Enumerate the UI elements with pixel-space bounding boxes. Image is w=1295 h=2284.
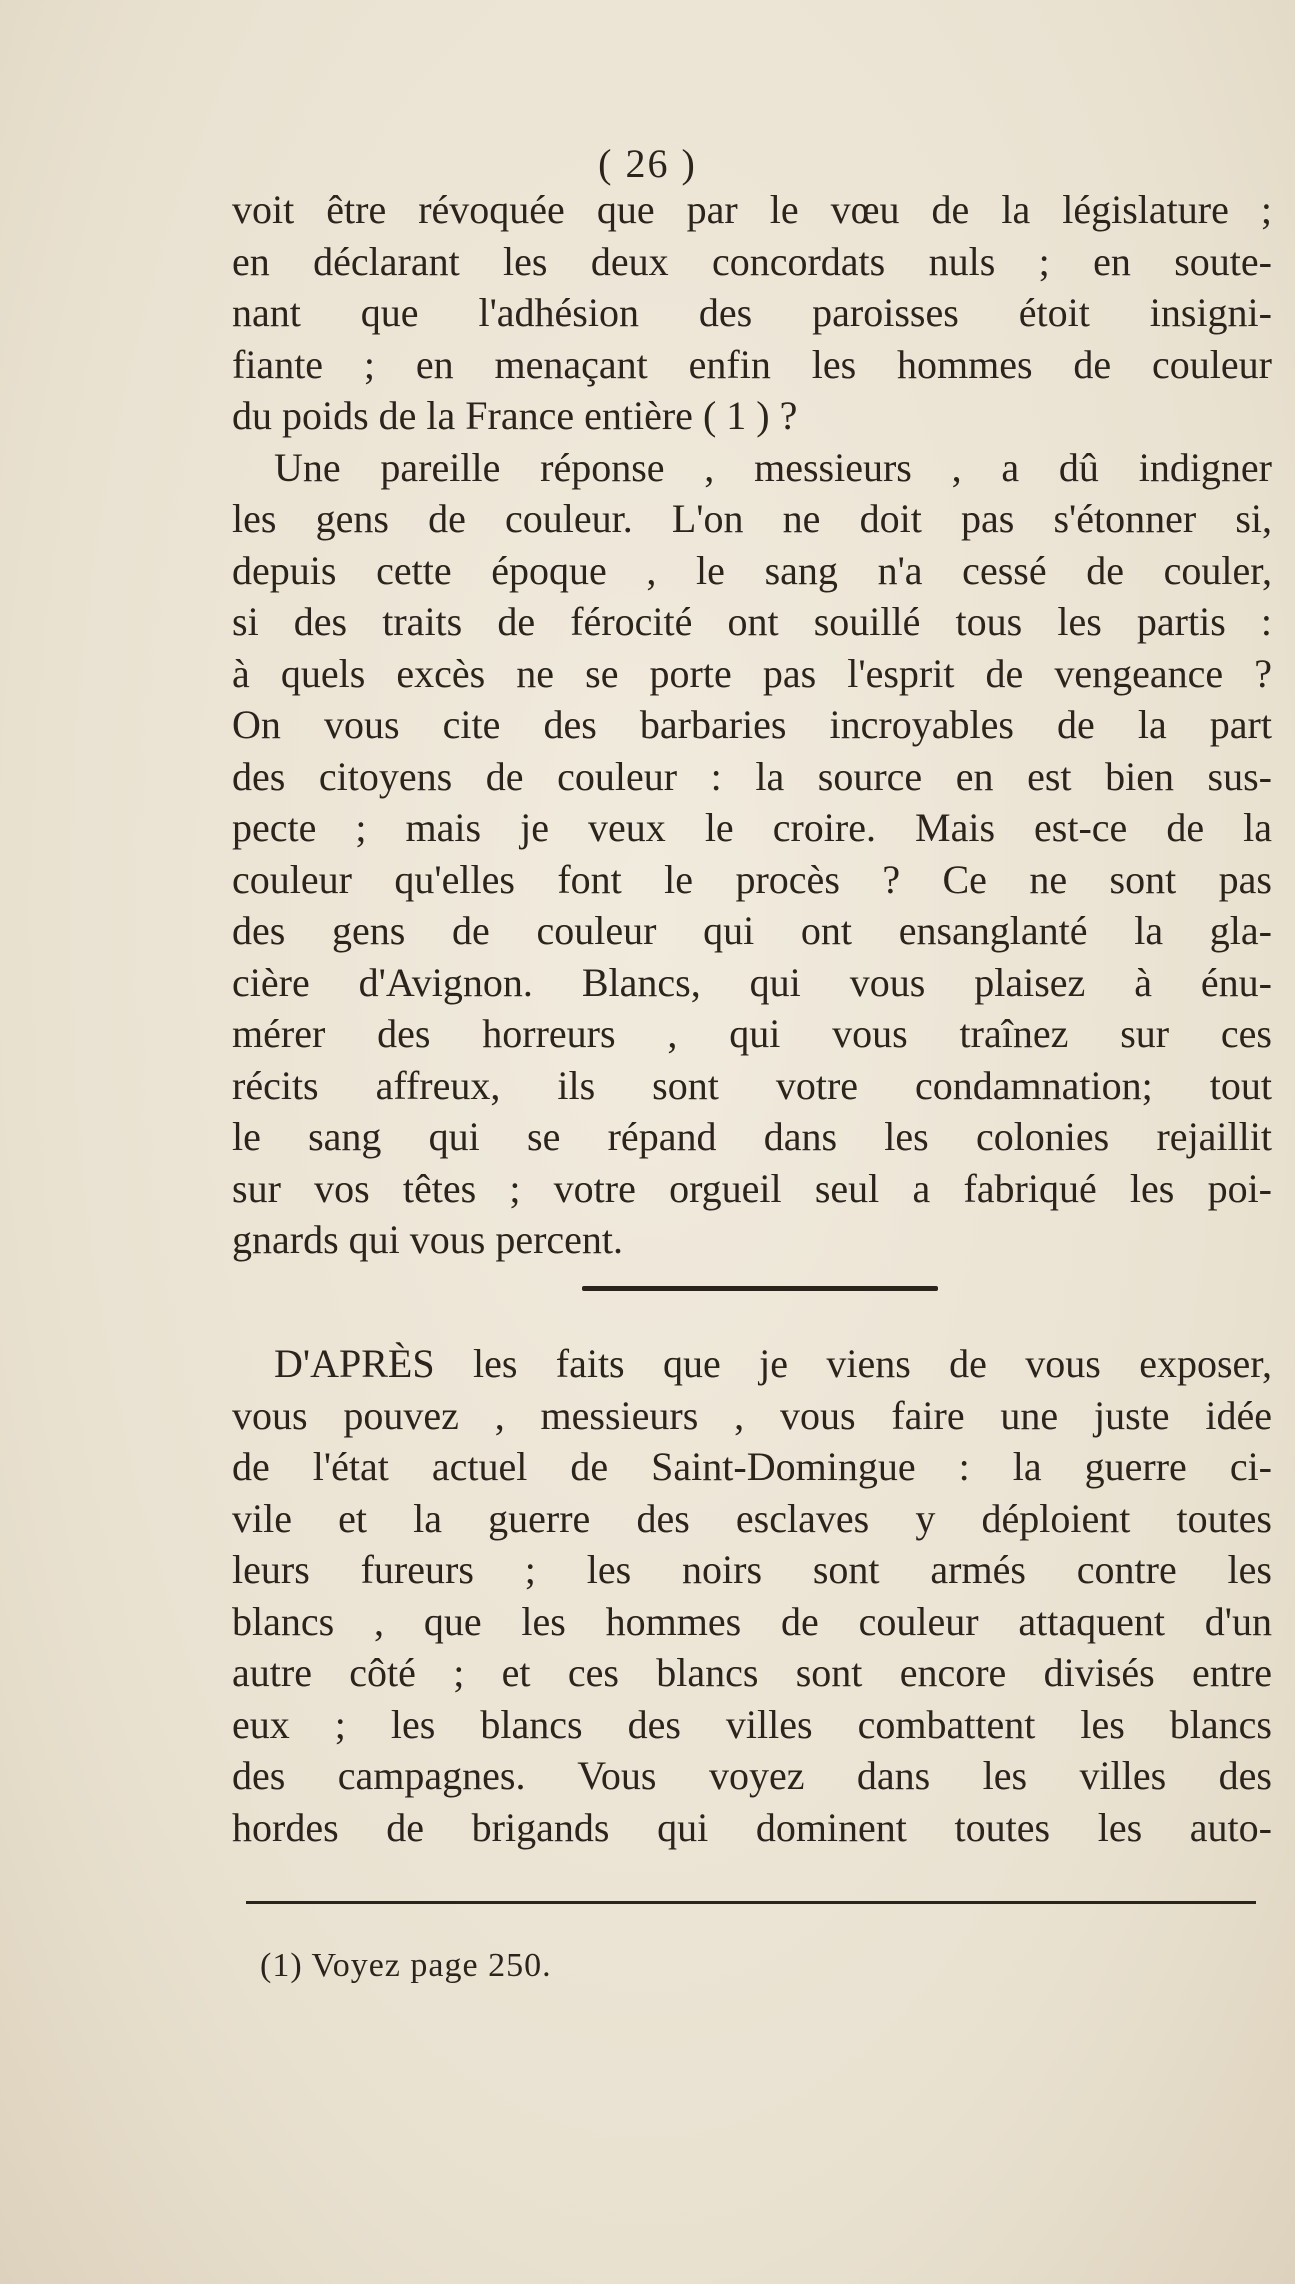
text-line: vous pouvez , messieurs , vous faire une juste idée [232, 1392, 1272, 1438]
text-line: mérer des horreurs , qui vous traînez sur ces [232, 1011, 1272, 1056]
text-line: blancs , que les hommes de couleur attaquent d'un [232, 1598, 1272, 1644]
text-line: sur vos têtes ; votre orgueil seul a fabriqué les poi- [232, 1165, 1272, 1211]
text-line: autre côté ; et ces blancs sont encore divisés entre [232, 1650, 1272, 1695]
text-line: gnards qui vous percent. [232, 1217, 624, 1262]
text-line: le sang qui se répand dans les colonies rejaillit [232, 1114, 1272, 1159]
text-line: D'APRÈS les faits que je viens de vous exposer, [274, 1341, 1272, 1386]
text-line: récits affreux, ils sont votre condamnation; tout [232, 1062, 1272, 1108]
text-line: pecte ; mais je veux le croire. Mais est-ce de la [232, 805, 1272, 850]
text-line: vile et la guerre des esclaves y déploient toutes [232, 1495, 1272, 1541]
section-divider [582, 1286, 938, 1291]
text-line: de l'état actuel de Saint-Domingue : la guerre ci- [232, 1444, 1272, 1489]
text-line: des campagnes. Vous voyez dans les villes des [232, 1753, 1272, 1798]
text-line: du poids de la France entière ( 1 ) ? [232, 393, 798, 438]
text-line: à quels excès ne se porte pas l'esprit de vengeance ? [232, 650, 1272, 696]
text-line: nant que l'adhésion des paroisses étoit insigni- [232, 290, 1272, 335]
text-line: fiante ; en menaçant enfin les hommes de couleur [232, 341, 1272, 387]
text-line: des citoyens de couleur : la source en est bien sus- [232, 753, 1272, 799]
text-line: couleur qu'elles font le procès ? Ce ne sont pas [232, 856, 1272, 902]
text-line: On vous cite des barbaries incroyables de la part [232, 702, 1272, 747]
text-line: depuis cette époque , le sang n'a cessé de couler, [232, 547, 1272, 593]
main-text-top [232, 184, 1272, 1266]
main-text-bottom [232, 1338, 1272, 1853]
text-line: eux ; les blancs des villes combattent les blancs [232, 1701, 1272, 1747]
text-line: leurs fureurs ; les noirs sont armés contre les [232, 1547, 1272, 1592]
text-line: hordes de brigands qui dominent toutes les auto- [232, 1804, 1272, 1850]
text-line: si des traits de férocité ont souillé tous les partis : [232, 599, 1272, 644]
text-line: Une pareille réponse , messieurs , a dû indigner [274, 444, 1272, 490]
text-line: cière d'Avignon. Blancs, qui vous plaisez à énu- [232, 959, 1272, 1005]
text-line: des gens de couleur qui ont ensanglanté la gla- [232, 908, 1272, 953]
page-number: ( 26 ) [598, 141, 697, 186]
footnote-divider [246, 1901, 1256, 1904]
text-line: les gens de couleur. L'on ne doit pas s'étonner si, [232, 496, 1272, 541]
text-line: voit être révoquée que par le vœu de la législature ; [232, 187, 1272, 232]
footnote: (1) Voyez page 250. [260, 1947, 552, 1984]
text-line: en déclarant les deux concordats nuls ; en soute- [232, 238, 1272, 284]
